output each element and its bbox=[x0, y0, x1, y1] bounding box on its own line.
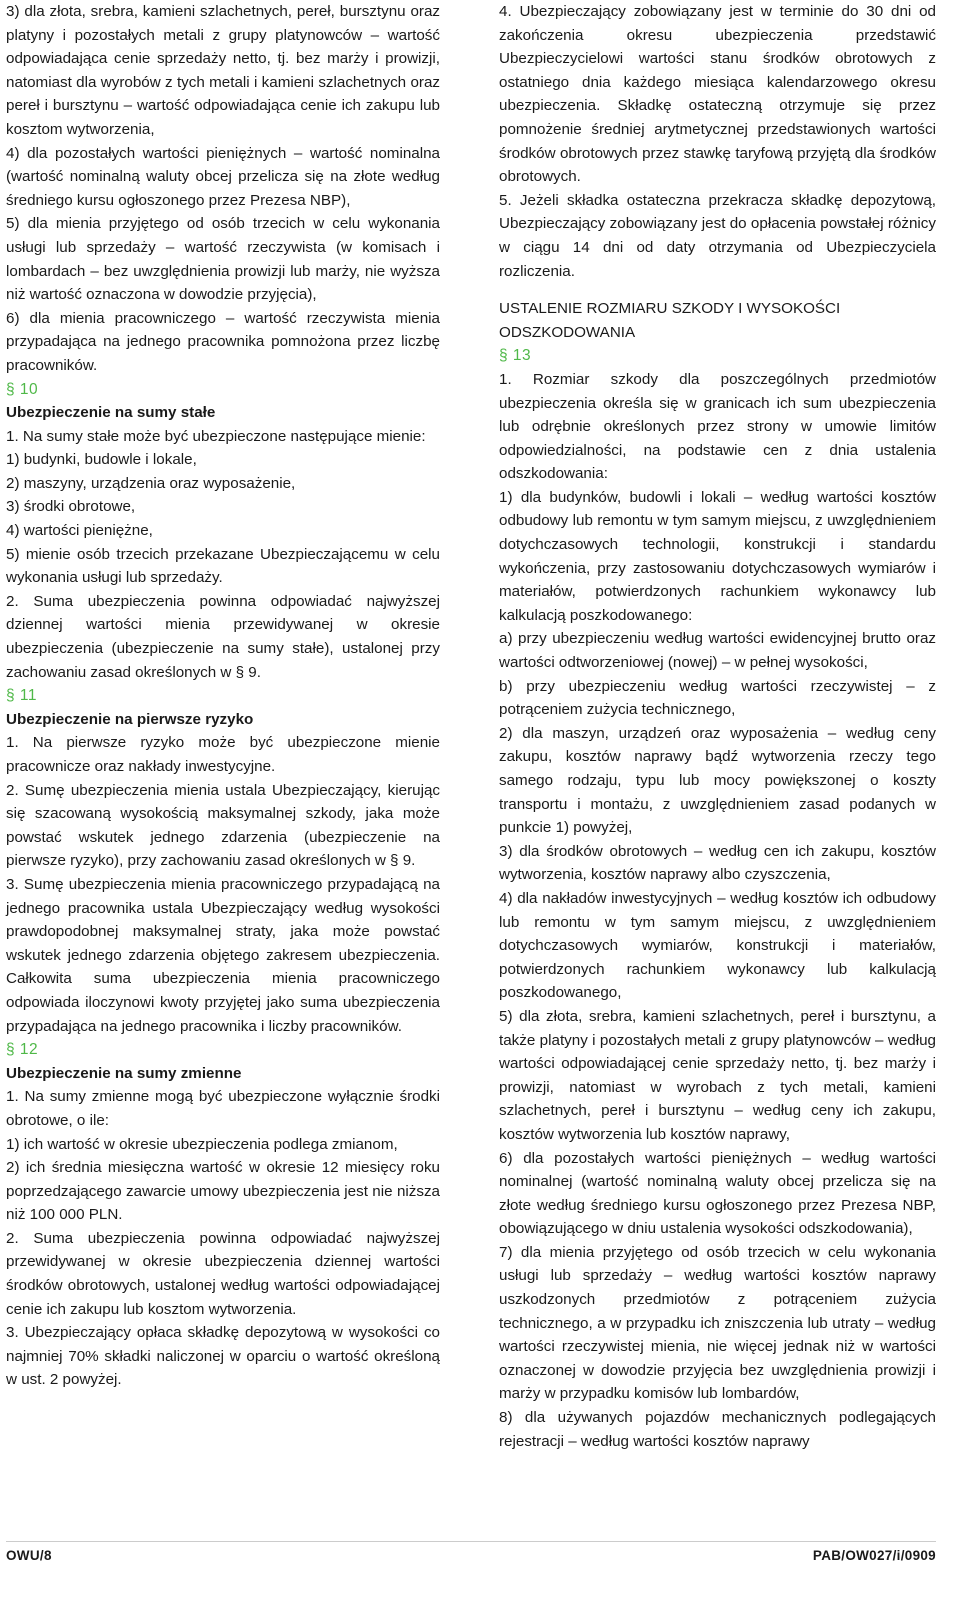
paragraph: 1. Na sumy stałe może być ubezpieczone następujące mienie: bbox=[6, 427, 426, 445]
paragraph: 4) wartości pieniężne, bbox=[6, 522, 153, 540]
paragraph: 1) dla budynków, budowli i lokali – według wartości kosztów odbudowy lub remontu w tym samym miejscu, z uwzględnieniem dotychczasowych technologii, konstrukcji i standardu wykończenia, przy zastosowaniu dotychczasowych wymiarów i materiałów, potwierdzonych rachunkiem wykonawcy lub kalkulacją poszkodowanego: bbox=[499, 488, 936, 624]
paragraph: 2. Sumę ubezpieczenia mienia ustala Ubezpieczający, kierując się szacowaną wysokością maksymalnej szkody, jaka może powstać wskutek jednego zdarzenia (ubezpieczenie na pierwsze ryzyko), przy zachowaniu zasad określonych w § 9. bbox=[6, 781, 440, 870]
section-title: Ubezpieczenie na sumy zmienne bbox=[6, 1064, 242, 1082]
paragraph: 5) mienie osób trzecich przekazane Ubezpieczającemu w celu wykonania usługi lub sprzedaży. bbox=[6, 545, 440, 587]
section-sign: § 11 bbox=[6, 687, 38, 705]
paragraph: a) przy ubezpieczeniu według wartości ewidencyjnej brutto oraz wartości odtworzeniowej (nowej) – w pełnej wysokości, bbox=[499, 630, 936, 672]
footer-page-label: OWU/8 bbox=[6, 1548, 52, 1563]
paragraph: 1. Rozmiar szkody dla poszczególnych przedmiotów ubezpieczenia określa się w granicach ich sum ubezpieczenia lub odrębnie określonych przez strony w umowie limitów odpowiedzialności, na podstawie cen z dnia ustalenia odszkodowania: bbox=[499, 370, 936, 483]
section-title: Ubezpieczenie na pierwsze ryzyko bbox=[6, 710, 254, 728]
paragraph: 2. Suma ubezpieczenia powinna odpowiadać najwyższej dziennej wartości mienia przewidywanej w okresie ubezpieczenia (ubezpieczenie na sumy stałe), ustalonej przy zachowaniu zasad określonych w § 9. bbox=[6, 592, 440, 681]
paragraph: 8) dla używanych pojazdów mechanicznych podlegających rejestracji – według wartości kosztów naprawy bbox=[499, 1409, 936, 1450]
paragraph: 7) dla mienia przyjętego od osób trzecich w celu wykonania usługi lub sprzedaży – według wartości kosztów naprawy uszkodzonych przedmiotów z potrąceniem zużycia technicznego, a w przypadku ich zniszczenia lub utraty – według wartości rzeczywistej mienia, nie więcej jednak niż w wartości oznaczonej w dowodzie przyjęcia bez uwzględnienia prowizji i marży w przypadku komisów lub lombardów, bbox=[499, 1243, 936, 1403]
paragraph: 4) dla nakładów inwestycyjnych – według kosztów ich odbudowy lub remontu w tym samym miejscu, z uwzględnieniem dotychczasowych wymiarów, konstrukcji i materiałów, potwierdzonych rachunkiem wykonawcy lub kalkulacją poszkodowanego, bbox=[499, 889, 936, 1002]
paragraph: 5. Jeżeli składka ostateczna przekracza składkę depozytową, Ubezpieczający zobowiązany jest do opłacenia powstałej różnicy w ciągu 14 dni od daty otrzymania od Ubezpieczyciela rozliczenia. bbox=[499, 191, 936, 280]
footer-divider bbox=[6, 1541, 936, 1542]
paragraph: 6) dla pozostałych wartości pieniężnych – według wartości nominalnej (wartość nominalną waluty obcej przelicza się na złote według średniego kursu ogłoszonego przez Prezesa NBP, obowiązującego w dniu ustalenia wysokości odszkodowania), bbox=[499, 1149, 936, 1238]
paragraph: 3. Ubezpieczający opłaca składkę depozytową w wysokości co najmniej 70% składki naliczonej w oparciu o wartość określoną w ust. 2 powyżej. bbox=[6, 1324, 440, 1389]
paragraph: 3. Sumę ubezpieczenia mienia pracowniczego przypadającą na jednego pracownika ustala Ubezpieczający według wysokości prawdopodobnej maksymalnej straty, jaka może powstać wskutek jednego zdarzenia objętego zakresem ubezpieczenia. Całkowita suma ubezpieczenia mienia pracowniczego odpowiada iloczynowi kwoty przyjętej jako suma ubezpieczenia przypadająca na jednego pracownika i liczby pracowników. bbox=[6, 875, 440, 1035]
paragraph: 6) dla mienia pracowniczego – wartość rzeczywista mienia przypadająca na jednego pracownika pomnożona przez liczbę pracowników. bbox=[6, 309, 440, 374]
paragraph: 2. Suma ubezpieczenia powinna odpowiadać najwyższej przewidywanej w okresie ubezpieczenia dziennej wartości środków obrotowych, ustalonej według wartości odpowiadającej cenie ich zakupu lub kosztom wytworzenia. bbox=[6, 1229, 440, 1318]
paragraph: 4. Ubezpieczający zobowiązany jest w terminie do 30 dni od zakończenia okresu ubezpieczenia przedstawić Ubezpieczycielowi wartości stanu środków obrotowych z ostatniego dnia każdego miesiąca kalendarzowego okresu ubezpieczenia. Składkę ostateczną otrzymuje się przez pomnożenie średniej arytmetycznej przedstawionych wartości środków obrotowych przez stawkę taryfową przyjętą dla środków obrotowych. bbox=[499, 3, 936, 186]
chapter-heading: USTALENIE ROZMIARU SZKODY I WYSOKOŚCI ODSZKODOWANIA bbox=[499, 300, 841, 341]
paragraph: 2) dla maszyn, urządzeń oraz wyposażenia – według ceny zakupu, kosztów naprawy bądź wytworzenia rzeczy tego samego rodzaju, typu lub mocy powiększonej o koszty transportu i montażu, z uwzględnieniem zasad podanych w punkcie 1) powyżej, bbox=[499, 724, 936, 837]
section-sign: § 12 bbox=[6, 1041, 39, 1059]
paragraph: 5) dla mienia przyjętego od osób trzecich w celu wykonania usługi lub sprzedaży – wartość rzeczywista (w komisach i lombardach – bez uwzględnienia prowizji lub marży, nie wyższa niż wartość oznaczona w dowodzie przyjęcia), bbox=[6, 215, 440, 304]
paragraph: 3) dla złota, srebra, kamieni szlachetnych, pereł, bursztynu oraz platyny i pozostałych metali z grupy platynowców – wartość odpowiadająca cenie sprzedaży netto, tj. bez marży i prowizji, natomiast dla wyrobów z tych metali i kamieni szlachetnych oraz pereł i bursztynu – wartość odpowiadająca cenie ich zakupu lub kosztom wytworzenia, bbox=[6, 3, 440, 138]
paragraph: 2) maszyny, urządzenia oraz wyposażenie, bbox=[6, 474, 296, 492]
paragraph: 1) budynki, budowle i lokale, bbox=[6, 451, 197, 469]
section-sign: § 10 bbox=[6, 380, 39, 398]
paragraph: 1) ich wartość w okresie ubezpieczenia podlega zmianom, bbox=[6, 1135, 398, 1153]
paragraph: 3) środki obrotowe, bbox=[6, 498, 136, 516]
paragraph: b) przy ubezpieczeniu według wartości rzeczywistej – z potrąceniem zużycia technicznego, bbox=[499, 677, 936, 719]
paragraph: 1. Na pierwsze ryzyko może być ubezpieczone mienie pracownicze oraz nakłady inwestycyjne. bbox=[6, 734, 440, 775]
left-column bbox=[6, 0, 440, 1392]
right-column bbox=[499, 0, 936, 1453]
paragraph: 5) dla złota, srebra, kamieni szlachetnych, pereł i bursztynu, a także platyny i pozostałych metali z grupy platynowców – według wartości odpowiadającej cenie sprzedaży netto, tj. bez marży i prowizji, natomiast w wyrobach z tych metali, kamieni szlachetnych, pereł i bursztynu – według ceny ich zakupu, kosztów wytworzenia lub kosztów naprawy, bbox=[499, 1007, 936, 1143]
footer-document-code: PAB/OW027/i/0909 bbox=[812, 1548, 936, 1563]
section-title: Ubezpieczenie na sumy stałe bbox=[6, 404, 216, 422]
spacer bbox=[499, 283, 936, 297]
paragraph: 4) dla pozostałych wartości pieniężnych – wartość nominalna (wartość nominalną waluty obcej przelicza się na złote według średniego kursu ogłoszonego przez Prezesa NBP), bbox=[6, 144, 440, 209]
paragraph: 2) ich średnia miesięczna wartość w okresie 12 miesięcy roku poprzedzającego zawarcie umowy ubezpieczenia jest nie niższa niż 100 000 PLN. bbox=[6, 1159, 440, 1224]
paragraph: 3) dla środków obrotowych – według cen ich zakupu, kosztów wytworzenia, kosztów naprawy albo czyszczenia, bbox=[499, 842, 936, 884]
paragraph: 1. Na sumy zmienne mogą być ubezpieczone wyłącznie środki obrotowe, o ile: bbox=[6, 1088, 440, 1129]
section-sign: § 13 bbox=[499, 347, 532, 365]
